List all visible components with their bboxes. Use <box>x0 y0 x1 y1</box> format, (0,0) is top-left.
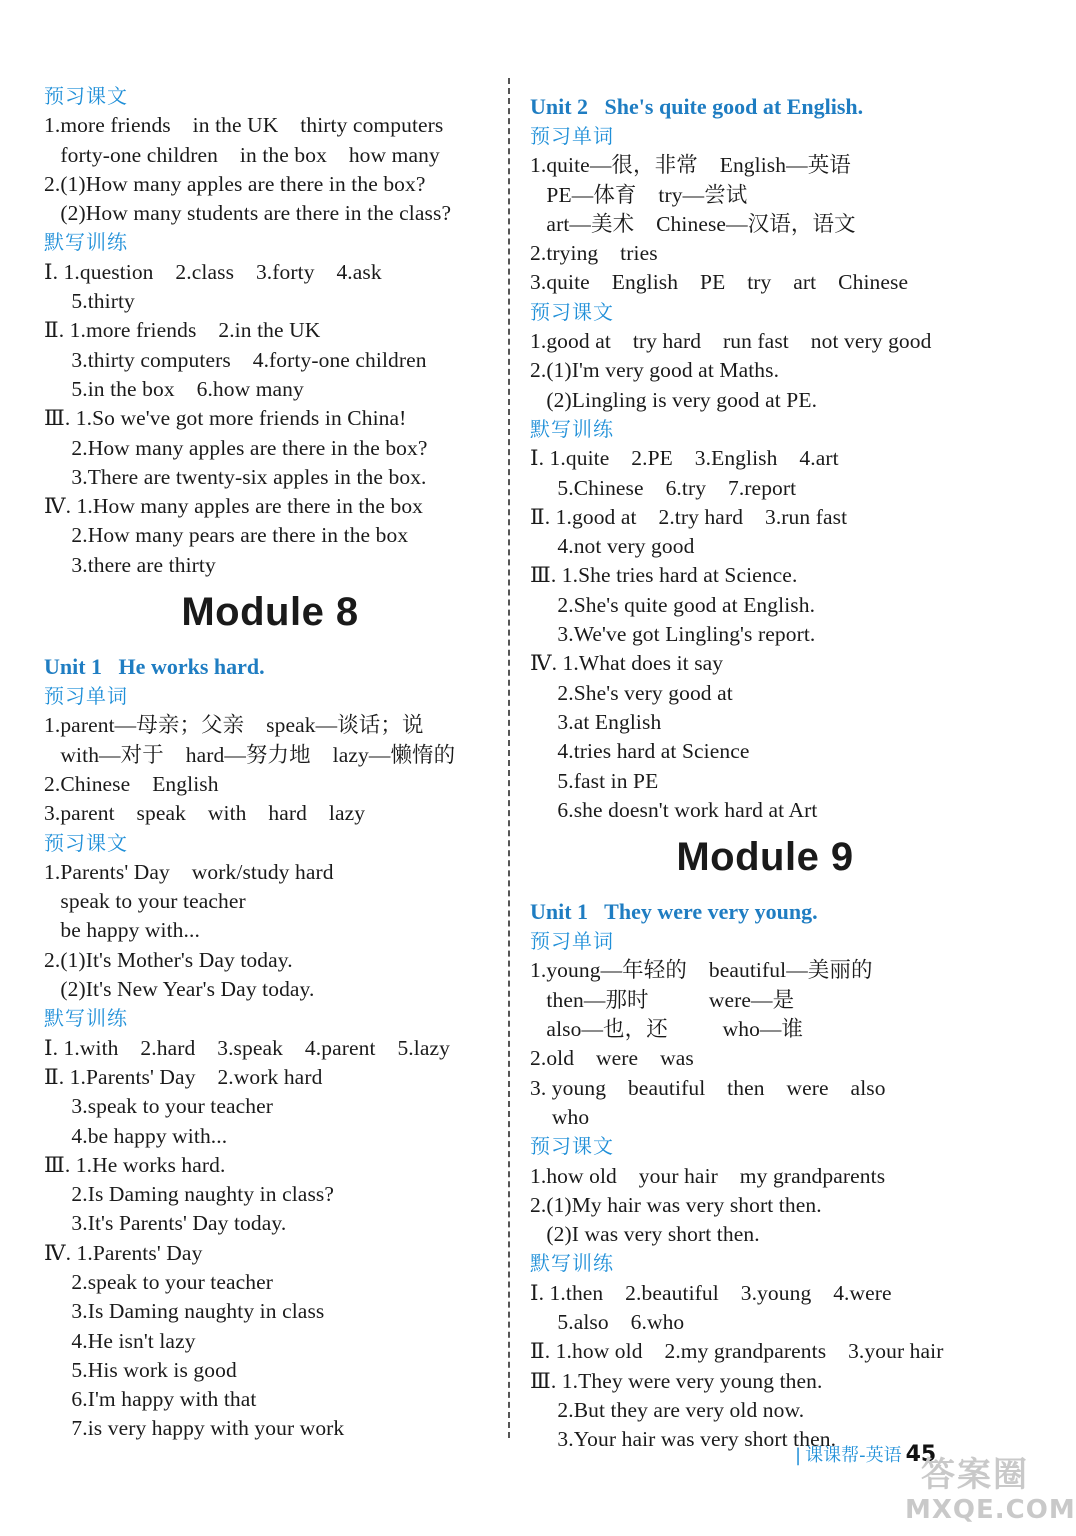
answer-line: 3.quite English PE try art Chinese <box>530 270 909 295</box>
answer-line: 5.His work is good <box>44 1357 237 1382</box>
answer-line: (2)Lingling is very good at PE. <box>530 387 818 412</box>
answer-line: 2.(1)It's Mother's Day today. <box>44 947 293 972</box>
answer-line: 4.He isn't lazy <box>44 1328 196 1353</box>
answer-line: 2.old were was <box>530 1046 694 1071</box>
answer-line: 1.Parents' Day work/study hard <box>44 859 334 884</box>
answer-line: Ⅱ. 1.Parents' Day 2.work hard <box>44 1064 323 1089</box>
answer-line: Ⅰ. 1.question 2.class 3.forty 4.ask <box>44 259 382 284</box>
answer-line: 3.thirty computers 4.forty-one children <box>44 347 427 372</box>
answer-line: 7.is very happy with your work <box>44 1416 345 1441</box>
answer-line: 4.not very good <box>530 534 695 559</box>
answer-line: who <box>530 1104 590 1129</box>
answer-line: also—也，还 who—谁 <box>530 1017 804 1042</box>
answer-line: 3.at English <box>530 709 662 734</box>
answer-line: 2.(1)My hair was very short then. <box>530 1192 822 1217</box>
section-heading: 预习课文 <box>530 299 614 324</box>
answer-line: 2.(1)I'm very good at Maths. <box>530 358 780 383</box>
section-heading: 预习课文 <box>44 830 128 855</box>
answer-line: 3.there are thirty <box>44 552 216 577</box>
answer-line: Ⅱ. 1.more friends 2.in the UK <box>44 318 321 343</box>
answer-line: speak to your teacher <box>44 889 246 914</box>
answer-line: (2)I was very short then. <box>530 1222 760 1247</box>
answer-line: 6.I'm happy with that <box>44 1387 257 1412</box>
column-divider <box>508 78 510 1438</box>
answer-line: 2.Is Daming naughty in class? <box>44 1182 335 1207</box>
answer-line: then—那时 were—是 <box>530 987 795 1012</box>
answer-line: Ⅳ. 1.Parents' Day <box>44 1240 203 1265</box>
section-heading: 默写训练 <box>530 416 614 441</box>
section-heading: 预习课文 <box>530 1134 614 1159</box>
answer-line: Ⅲ. 1.They were very young then. <box>530 1368 823 1393</box>
answer-line: PE—体育 try—尝试 <box>530 182 748 207</box>
footer-brand: 课课帮-英语 <box>805 1445 902 1466</box>
answer-line: 1.parent—母亲；父亲 speak—谈话；说 <box>44 713 424 738</box>
answer-line: 3.We've got Lingling's report. <box>530 622 816 647</box>
module-title: Module 8 <box>181 590 359 635</box>
section-heading: 预习课文 <box>44 84 128 108</box>
answer-line: 5.Chinese 6.try 7.report <box>530 475 797 500</box>
section-heading: 预习单词 <box>530 124 614 148</box>
footer-bar-icon: | <box>795 1445 802 1466</box>
answer-line: 2.She's quite good at English. <box>530 592 816 617</box>
right-column <box>530 82 1000 1454</box>
left-column <box>44 82 496 1444</box>
module-title: Module 9 <box>676 835 854 880</box>
answer-line: 1.how old your hair my grandparents <box>530 1163 886 1188</box>
answer-line: 5.fast in PE <box>530 768 659 793</box>
answer-line: (2)How many students are there in the class? <box>44 201 452 226</box>
answer-line: 1.more friends in the UK thirty computers <box>44 113 444 138</box>
answer-line: 2.But they are very old now. <box>530 1397 805 1422</box>
answer-line: 5.also 6.who <box>530 1309 685 1334</box>
section-heading: 默写训练 <box>44 1006 128 1031</box>
unit-title: Unit 1 He works hard. <box>44 654 265 680</box>
section-heading: 预习单词 <box>44 684 128 709</box>
answer-line: 2.Chinese English <box>44 771 219 796</box>
answer-line: Ⅰ. 1.then 2.beautiful 3.young 4.were <box>530 1280 892 1305</box>
answer-line: 2.(1)How many apples are there in the box? <box>44 171 426 196</box>
answer-line: Ⅰ. 1.quite 2.PE 3.English 4.art <box>530 446 839 471</box>
section-heading: 预习单词 <box>530 929 614 954</box>
answer-line: 5.in the box 6.how many <box>44 376 304 401</box>
answer-line: Ⅲ. 1.He works hard. <box>44 1152 226 1177</box>
answer-line: 1.good at try hard run fast not very good <box>530 329 932 354</box>
answer-line: Ⅱ. 1.how old 2.my grandparents 3.your hair <box>530 1339 944 1364</box>
unit-title: Unit 1 They were very young. <box>530 899 818 925</box>
answer-line: Ⅰ. 1.with 2.hard 3.speak 4.parent 5.lazy <box>44 1035 450 1060</box>
watermark-line1: 答案圈 <box>921 1455 1029 1495</box>
answer-line: 3.There are twenty-six apples in the box. <box>44 464 427 489</box>
answer-line: be happy with... <box>44 918 200 943</box>
answer-line: 2.How many pears are there in the box <box>44 523 409 548</box>
answer-line: 3.Your hair was very short then. <box>530 1427 837 1452</box>
answer-line: 6.she doesn't work hard at Art <box>530 797 818 822</box>
answer-line: 3.speak to your teacher <box>44 1094 274 1119</box>
answer-line: 3. young beautiful then were also <box>530 1075 886 1100</box>
answer-line: forty-one children in the box how many <box>44 142 440 167</box>
answer-line: Ⅲ. 1.She tries hard at Science. <box>530 563 798 588</box>
answer-line: 2.trying tries <box>530 241 658 266</box>
answer-line: 2.speak to your teacher <box>44 1269 274 1294</box>
answer-line: (2)It's New Year's Day today. <box>44 977 315 1002</box>
answer-line: Ⅳ. 1.How many apples are there in the box <box>44 494 424 519</box>
answer-line: with—对于 hard—努力地 lazy—懒惰的 <box>44 742 456 767</box>
answer-line: Ⅱ. 1.good at 2.try hard 3.run fast <box>530 504 848 529</box>
answer-line: 1.quite—很，非常 English—英语 <box>530 153 851 178</box>
answer-line: 2.How many apples are there in the box? <box>44 435 428 460</box>
answer-line: 4.tries hard at Science <box>530 739 750 764</box>
section-heading: 默写训练 <box>44 230 128 255</box>
section-heading: 默写训练 <box>530 1251 614 1276</box>
answer-line: 2.She's very good at <box>530 680 733 705</box>
answer-line: 3.It's Parents' Day today. <box>44 1211 287 1236</box>
answer-line: Ⅲ. 1.So we've got more friends in China! <box>44 406 407 431</box>
answer-line: 3.Is Daming naughty in class <box>44 1299 325 1324</box>
watermark-line2: MXQE.COM <box>905 1495 1076 1525</box>
answer-line: Ⅳ. 1.What does it say <box>530 651 724 676</box>
answer-line: 3.parent speak with hard lazy <box>44 801 366 826</box>
answer-line: 5.thirty <box>44 289 135 314</box>
unit-title: Unit 2 She's quite good at English. <box>530 94 864 119</box>
answer-line: 4.be happy with... <box>44 1123 228 1148</box>
page-number: 45 <box>905 1442 937 1467</box>
answer-line: 1.young—年轻的 beautiful—美丽的 <box>530 958 873 983</box>
watermark <box>905 1455 1076 1530</box>
answer-line: art—美术 Chinese—汉语，语文 <box>530 211 856 236</box>
